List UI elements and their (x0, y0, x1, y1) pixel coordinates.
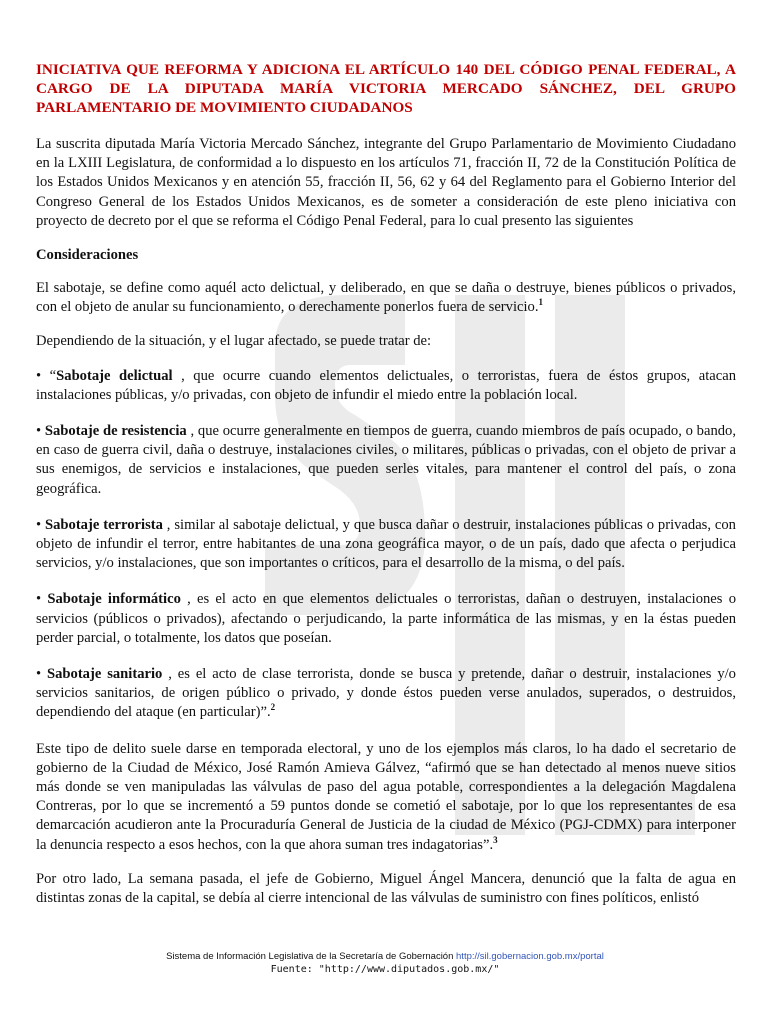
paragraph-text: El sabotaje, se define como aquél acto delictual, y deliberado, en que se daña o destruye, bienes públicos o privados, con el objeto de anular su funcionamiento, o derechamente ponerlos fuera de servicio. (36, 280, 736, 316)
paragraph-types-intro: Dependiendo de la situación, y el lugar afectado, se puede tratar de: (36, 333, 432, 350)
footer-origin-line: Fuente: "http://www.diputados.gob.mx/" (270, 964, 500, 975)
paragraph-definition (36, 279, 736, 317)
bullet-text: , que ocurre generalmente en tiempos de guerra, cuando miembros de país ocupado, o bando, en caso de guerra civil, daña o destruye, instalaciones civiles, o militares, públicas o privadas, con el objeto de privar a sus enemigos, de servicios e instalaciones, que pueden serles vitales, para mantener el control del país, o zona geográfica. (36, 423, 736, 497)
bullet-prefix: • “ (36, 367, 57, 384)
bullet-prefix: • (36, 666, 47, 683)
footer-portal-link[interactable]: http://sil.gobernacion.gob.mx/portal (456, 951, 604, 962)
bullet-term: Sabotaje sanitario (47, 666, 163, 683)
bullet-item (36, 422, 736, 499)
bullet-term: Sabotaje informático (47, 591, 181, 608)
bullet-item (36, 367, 736, 405)
document-title: INICIATIVA QUE REFORMA Y ADICIONA EL ARTÍCULO 140 DEL CÓDIGO PENAL FEDERAL, A CARGO DE LA DIPUTADA MARÍA VICTORIA MERCADO SÁNCHEZ, DEL GRUPO PARLAMENTARIO DE MOVIMIENTO CIUDADANOS (36, 61, 736, 116)
bullet-text: , que ocurre cuando elementos delictuales, o terroristas, fuera de éstos grupos, atacan instalaciones públicas, y/o privadas, con objeto de infundir el miedo entre la población local. (36, 367, 736, 403)
bullet-item (36, 665, 736, 723)
paragraph-continuation: Por otro lado, La semana pasada, el jefe de Gobierno, Miguel Ángel Mancera, denunció que la falta de agua en distintas zonas de la capital, se debía al cierre intencional de las válvulas de suministro con fines políticos, enlistó (36, 870, 736, 907)
bullet-term: Sabotaje de resistencia (44, 423, 187, 440)
footer-source-line (0, 950, 770, 963)
bullet-prefix: • (36, 516, 45, 533)
bullet-text: , es el acto en que elementos delictuales o terroristas, dañan o destruyen, instalaciones o servicios (públicos o privados), afectando o perjudicando, la parte informática de las mismas, y en la éstas pueden perder parcial, o totalmente, los datos que poseían. (36, 591, 736, 646)
bullet-prefix: • (36, 591, 48, 608)
bullet-item (36, 590, 736, 648)
paragraph-text: Este tipo de delito suele darse en temporada electoral, y uno de los ejemplos más claros, lo ha dado el secretario de gobierno de la Ciudad de México, José Ramón Amieva Gálvez, “afirmó que se han detectado al menos nueve sitios más donde se ven manipuladas las válvulas de paso del agua potable, correspondientes a la delegación Magdalena Contreras, por lo que se incrementó a 59 puntos donde se cometió el sabotaje, por lo que los representantes de esa demarcación acudieron ante la Procuraduría General de Justicia de la ciudad de México (PGJ-CDMX) para interponer la denuncia respecto a esos hechos, con la que ahora suman tres indagatorias”. (36, 740, 736, 853)
paragraph-example (36, 740, 736, 855)
bullet-text: , similar al sabotaje delictual, y que busca dañar o destruir, instalaciones públicas o privadas, con objeto de infundir el terror, entre habitantes de una zona geográfica mayor, o de un país, dado que afecta o perjudica servicios, y/o instalaciones, que son importantes o críticos, para el desarrollo de la misma, o del país. (36, 516, 736, 572)
section-heading: Consideraciones (36, 247, 139, 264)
footnote-ref-1[interactable]: 1 (538, 297, 543, 308)
bullet-term: Sabotaje terrorista (45, 516, 163, 533)
footnote-ref-2[interactable]: 2 (270, 702, 276, 713)
bullet-text: , es el acto de clase terrorista, donde se busca y pretende, dañar o destruir, instalaciones y/o servicios sanitarios, de origen público o privado, y donde éstos pueden verse anulados, superados, o destruidos, dependiendo del ataque (en particular)”. (36, 666, 736, 721)
bullet-prefix: • (36, 423, 45, 440)
intro-paragraph: La suscrita diputada María Victoria Mercado Sánchez, integrante del Grupo Parlamentario de Movimiento Ciudadano en la LXIII Legislatura, de conformidad a lo dispuesto en los artículos 71, fracción II, 72 de la Constitución Política de los Estados Unidos Mexicanos y en atención 55, fracción II, 56, 62 y 64 del Reglamento para el Gobierno Interior del Congreso General de los Estados Unidos Mexicanos, es de someter a consideración de este pleno iniciativa con proyecto de decreto por el que se reforma el Código Penal Federal, para lo cual presento las siguientes (36, 136, 736, 229)
footnote-ref-3[interactable]: 3 (493, 834, 498, 845)
footer-source-text: Sistema de Información Legislativa de la Secretaría de Gobernación (166, 951, 457, 962)
bullet-item (36, 516, 736, 574)
bullet-term: Sabotaje delictual (56, 367, 173, 384)
document-body (36, 60, 736, 923)
page-footer (0, 950, 770, 977)
